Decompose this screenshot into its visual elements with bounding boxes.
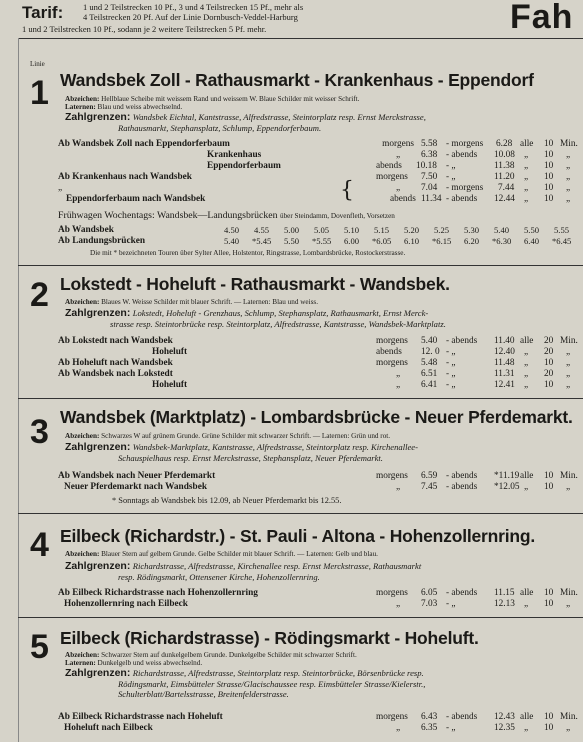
zahlgrenzen-label: Zahlgrenzen: bbox=[65, 307, 131, 319]
fruhwagen-time: *6.15 bbox=[432, 236, 452, 246]
row-period-start: „ bbox=[396, 482, 401, 492]
zahlgrenzen bbox=[65, 561, 421, 573]
abzeichen-label: Abzeichen: bbox=[65, 95, 100, 103]
row-time-end: *12.05 bbox=[494, 482, 520, 492]
row-period-end: - abends bbox=[446, 150, 478, 160]
row-alle: alle bbox=[520, 471, 534, 481]
zahlgrenzen-line-1: Richardstrasse, Alfredstrasse, Steintorplatz resp. Steintorbrücke, Börsenbrücke resp. bbox=[132, 668, 424, 678]
row-route: Ab Wandsbek Zoll nach Eppendorferbaum bbox=[58, 139, 230, 149]
abzeichen-line bbox=[65, 432, 390, 440]
row-route: Ab Eilbeck Richardstrasse nach Hoheluft bbox=[58, 712, 223, 722]
schedule-row bbox=[58, 471, 579, 482]
row-unit: „ bbox=[566, 161, 571, 171]
fruhwagen-time: 6.00 bbox=[344, 236, 360, 246]
linie-label: Linie bbox=[30, 60, 45, 68]
row-time-start: 5.48 bbox=[421, 358, 438, 368]
row-period-start: abends bbox=[376, 161, 402, 171]
row-route: Hoheluft bbox=[152, 347, 188, 357]
row-interval: 10 bbox=[544, 380, 554, 390]
row-period-end: - abends bbox=[446, 482, 478, 492]
schedule-row bbox=[58, 183, 579, 194]
row-period-end: - abends bbox=[446, 712, 478, 722]
row-period-start: „ bbox=[396, 369, 401, 379]
row-unit: „ bbox=[566, 723, 571, 733]
schedule-row bbox=[58, 150, 579, 161]
row-unit: Min. bbox=[560, 712, 578, 722]
row-unit: „ bbox=[566, 482, 571, 492]
row-alle: „ bbox=[524, 482, 529, 492]
row-period-start: „ bbox=[396, 183, 401, 193]
row-time-start: 5.40 bbox=[421, 336, 438, 346]
row-alle: „ bbox=[524, 150, 529, 160]
fruhwagen-via: über Steindamm, Dovenfleth, Vorsetzen bbox=[279, 212, 395, 220]
zahlgrenzen-line-2: Rödingsmarkt, Eimsbütteler Strasse/Glacischaussee resp. Eimsbütteler Strasse/Kielerstr., bbox=[118, 679, 426, 689]
abzeichen-text: Blauer Stern auf gelbem Grunde. Gelbe Schilder mit blauer Schrift. — Laternen: Gelb und blau. bbox=[101, 550, 378, 558]
row-route: Ab Wandsbek nach Neuer Pferdemarkt bbox=[58, 471, 216, 481]
row-interval: 10 bbox=[544, 150, 554, 160]
row-interval: 10 bbox=[544, 161, 554, 171]
route-number: 4 bbox=[30, 526, 49, 564]
row-time-start: 6.05 bbox=[421, 588, 438, 598]
fruhwagen-heading bbox=[58, 210, 395, 221]
abzeichen-label: Abzeichen: bbox=[65, 550, 100, 558]
zahlgrenzen-line-2: resp. Rödingsmarkt, Ottensener Kirche, Hohenzollernring. bbox=[118, 572, 320, 582]
route-number: 1 bbox=[30, 74, 49, 112]
row-period-end: - morgens bbox=[446, 139, 484, 149]
fruhwagen-time: 5.50 bbox=[284, 236, 300, 246]
route-3 bbox=[18, 399, 583, 511]
row-period-start: „ bbox=[396, 150, 401, 160]
row-time-end: 11.20 bbox=[494, 172, 515, 182]
laternen-line bbox=[65, 103, 182, 111]
route-5 bbox=[18, 618, 583, 742]
schedule-row bbox=[58, 139, 579, 150]
fruhwagen-time: 5.10 bbox=[344, 225, 360, 235]
fruhwagen-time: *5.55 bbox=[312, 236, 332, 246]
fruhwagen-text: Frühwagen Wochentags: Wandsbek—Landungsbrücken bbox=[58, 210, 278, 221]
zahlgrenzen bbox=[65, 668, 424, 680]
fruhwagen-time: 5.25 bbox=[434, 225, 450, 235]
row-time-end: 12.13 bbox=[494, 599, 515, 609]
row-alle: „ bbox=[524, 161, 529, 171]
row-period-end: - abends bbox=[446, 194, 478, 204]
schedule-row bbox=[58, 347, 579, 358]
row-time-end: 12.41 bbox=[494, 380, 515, 390]
row-alle: „ bbox=[524, 599, 529, 609]
route-title: Lokstedt - Hoheluft - Rathausmarkt - Wandsbek. bbox=[60, 274, 450, 294]
fruhwagen-time: *6.30 bbox=[492, 236, 512, 246]
row-interval: 10 bbox=[544, 723, 554, 733]
row-route: Ab Eilbeck Richardstrasse nach Hohenzollernring bbox=[58, 588, 258, 598]
row-period-start: morgens bbox=[376, 336, 408, 346]
row-interval: 10 bbox=[544, 183, 554, 193]
zahlgrenzen bbox=[65, 112, 426, 124]
row-interval: 10 bbox=[544, 358, 554, 368]
row-time-start: 11.34 bbox=[421, 194, 442, 204]
route-number: 5 bbox=[30, 628, 49, 666]
tarif-label: Tarif: bbox=[22, 3, 64, 22]
row-time-start: 7.45 bbox=[421, 482, 438, 492]
zahlgrenzen-line-2: Rathausmarkt, Stephansplatz, Schlump, Eppendorferbaum. bbox=[118, 123, 322, 133]
row-period-start: „ bbox=[396, 723, 401, 733]
sonntag-note: * Sonntags ab Wandsbek bis 12.09, ab Neuer Pferdemarkt bis 12.55. bbox=[112, 496, 342, 505]
fruhwagen-footnote: Die mit * bezeichneten Touren über Sylter Allee, Holstentor, Ringstrasse, Lombardsbrücke, Rostockerstrasse. bbox=[90, 249, 406, 257]
tarif-line-1: 1 und 2 Teilstrecken 10 Pf., 3 und 4 Teilstrecken 15 Pf., mehr als bbox=[83, 2, 304, 12]
row-time-end: 12.35 bbox=[494, 723, 515, 733]
fruhwagen-time: 4.55 bbox=[254, 225, 270, 235]
row-unit: „ bbox=[566, 380, 571, 390]
row-unit: „ bbox=[566, 599, 571, 609]
abzeichen-line bbox=[65, 95, 359, 103]
fruhwagen-time: 5.40 bbox=[494, 225, 510, 235]
page-heading: Fah bbox=[510, 0, 574, 36]
row-period-end: - „ bbox=[446, 358, 456, 368]
row-unit: Min. bbox=[560, 139, 578, 149]
row-time-start: 7.50 bbox=[421, 172, 438, 182]
laternen-line bbox=[65, 659, 202, 667]
row-time-end: 12.40 bbox=[494, 347, 515, 357]
row-unit: Min. bbox=[560, 336, 578, 346]
row-time-end: 12.43 bbox=[494, 712, 515, 722]
fruhwagen-time: 5.40 bbox=[224, 236, 240, 246]
row-period-start: morgens bbox=[376, 588, 408, 598]
row-interval: 10 bbox=[544, 588, 554, 598]
fruhwagen-time: 5.30 bbox=[464, 225, 480, 235]
abzeichen-text: Schwarzes W auf grünem Grunde. Grüne Schilder mit schwarzer Schrift. — Laternen: Grün und rot. bbox=[101, 432, 391, 440]
row-time-end: 11.31 bbox=[494, 369, 515, 379]
zahlgrenzen-line-1: Lokstedt, Hoheluft - Grenzhaus, Schlump, Stephansplatz, Rathausmarkt, Ernst Merck- bbox=[132, 308, 429, 318]
row-time-end: 12.44 bbox=[494, 194, 515, 204]
row-time-start: 6.43 bbox=[421, 712, 438, 722]
row-period-start: morgens bbox=[376, 358, 408, 368]
row-route: Hoheluft bbox=[152, 380, 188, 390]
zahlgrenzen-label: Zahlgrenzen: bbox=[65, 441, 131, 453]
row-time-start: 6.38 bbox=[421, 150, 438, 160]
row-alle: alle bbox=[520, 139, 534, 149]
row-period-end: - „ bbox=[446, 723, 456, 733]
row-period-end: - „ bbox=[446, 172, 456, 182]
route-1 bbox=[18, 64, 583, 262]
row-time-end: 11.38 bbox=[494, 161, 515, 171]
route-number: 2 bbox=[30, 276, 49, 314]
row-alle: „ bbox=[524, 723, 529, 733]
abzeichen-line bbox=[65, 651, 357, 659]
row-route: Eppendorferbaum bbox=[207, 161, 281, 171]
row-period-end: - morgens bbox=[446, 183, 484, 193]
tarif-line-3: 1 und 2 Teilstrecken 10 Pf., sodann je 2 weitere Teilstrecken 5 Pf. mehr. bbox=[22, 24, 267, 34]
schedule-row bbox=[58, 172, 579, 183]
fruhwagen-time: *6.05 bbox=[372, 236, 392, 246]
row-period-start: morgens bbox=[382, 139, 414, 149]
row-route: Ab Krankenhaus nach Wandsbek bbox=[58, 172, 192, 182]
schedule-row bbox=[58, 336, 579, 347]
schedule-row bbox=[58, 712, 579, 723]
row-route: „ bbox=[58, 183, 63, 193]
row-time-end: 11.15 bbox=[494, 588, 515, 598]
zahlgrenzen-label: Zahlgrenzen: bbox=[65, 111, 131, 123]
row-time-end: 7.44 bbox=[498, 183, 515, 193]
schedule-row bbox=[58, 723, 579, 734]
fruhwagen-time: 5.20 bbox=[404, 225, 420, 235]
row-time-start: 12. 0 bbox=[421, 347, 440, 357]
schedule-row bbox=[58, 358, 579, 369]
zahlgrenzen-label: Zahlgrenzen: bbox=[65, 667, 131, 679]
fruhwagen-time: 6.20 bbox=[464, 236, 480, 246]
row-alle: „ bbox=[524, 172, 529, 182]
row-route: Krankenhaus bbox=[207, 150, 262, 160]
route-title: Eilbeck (Richardstr.) - St. Pauli - Altona - Hohenzollernring. bbox=[60, 526, 536, 546]
zahlgrenzen-line-2: strasse resp. Steintorbrücke resp. Steintorplatz, Alfredstrasse, Kantstrasse, Wandsbek-Marktplatz. bbox=[110, 319, 446, 329]
schedule-row bbox=[58, 599, 579, 610]
fruhwagen-time: 5.55 bbox=[554, 225, 570, 235]
row-alle: alle bbox=[520, 588, 534, 598]
row-alle: „ bbox=[524, 358, 529, 368]
abzeichen-text: Hellblaue Scheibe mit weissem Rand und weissem W. Blaue Schilder mit weisser Schrift. bbox=[101, 95, 360, 103]
schedule-row bbox=[58, 369, 579, 380]
row-time-start: 6.41 bbox=[421, 380, 438, 390]
row-time-start: 6.35 bbox=[421, 723, 438, 733]
zahlgrenzen-label: Zahlgrenzen: bbox=[65, 560, 131, 572]
zahlgrenzen-line-1: Richardstrasse, Alfredstrasse, Kirchenallee resp. Ernst Merckstrasse, Rathausmarkt bbox=[132, 561, 422, 571]
fruhwagen-time: 5.50 bbox=[524, 225, 540, 235]
row-period-start: „ bbox=[396, 599, 401, 609]
fruhwagen-time: 4.50 bbox=[224, 225, 240, 235]
row-unit: „ bbox=[566, 172, 571, 182]
row-time-start: 6.51 bbox=[421, 369, 438, 379]
fruhwagen-row-label: Ab Landungsbrücken bbox=[58, 236, 146, 246]
route-2 bbox=[18, 266, 583, 396]
laternen-label: Laternen: bbox=[65, 659, 96, 667]
row-period-start: morgens bbox=[376, 172, 408, 182]
brace-icon: { bbox=[340, 178, 354, 203]
row-unit: „ bbox=[566, 183, 571, 193]
fruhwagen-time: 5.15 bbox=[374, 225, 390, 235]
abzeichen-label: Abzeichen: bbox=[65, 298, 100, 306]
row-route: Neuer Pferdemarkt nach Wandsbek bbox=[64, 482, 207, 492]
row-unit: „ bbox=[566, 150, 571, 160]
row-interval: 10 bbox=[544, 599, 554, 609]
tarif-text bbox=[83, 2, 413, 22]
row-alle: „ bbox=[524, 194, 529, 204]
fruhwagen-time: 5.00 bbox=[284, 225, 300, 235]
abzeichen-line bbox=[65, 298, 318, 306]
row-period-end: - abends bbox=[446, 588, 478, 598]
row-route: Hoheluft nach Eilbeck bbox=[64, 723, 153, 733]
row-alle: „ bbox=[524, 369, 529, 379]
row-alle: alle bbox=[520, 712, 534, 722]
row-interval: 10 bbox=[544, 139, 554, 149]
row-alle: „ bbox=[524, 183, 529, 193]
row-period-start: abends bbox=[390, 194, 416, 204]
row-period-start: morgens bbox=[376, 471, 408, 481]
row-route: Eppendorferbaum nach Wandsbek bbox=[66, 194, 206, 204]
row-unit: „ bbox=[566, 347, 571, 357]
row-time-end: 11.48 bbox=[494, 358, 515, 368]
route-title: Wandsbek Zoll - Rathausmarkt - Krankenhaus - Eppendorf bbox=[60, 70, 534, 90]
row-period-start: „ bbox=[396, 380, 401, 390]
fruhwagen-row-label: Ab Wandsbek bbox=[58, 225, 114, 235]
row-time-end: *11.19 bbox=[494, 471, 520, 481]
schedule-row bbox=[58, 588, 579, 599]
zahlgrenzen-line-3: Schulterblatt/Bartelsstrasse, Breitenfelderstrasse. bbox=[118, 689, 289, 699]
fruhwagen-time: 5.05 bbox=[314, 225, 330, 235]
row-period-start: morgens bbox=[376, 712, 408, 722]
row-unit: „ bbox=[566, 369, 571, 379]
laternen-text: Dunkelgelb und weiss abwechselnd. bbox=[97, 659, 203, 667]
row-time-end: 6.28 bbox=[496, 139, 513, 149]
route-4 bbox=[18, 514, 583, 614]
abzeichen-text: Blaues W. Weisse Schilder mit blauer Schrift. — Laternen: Blau und weiss. bbox=[101, 298, 319, 306]
row-interval: 20 bbox=[544, 336, 554, 346]
row-time-start: 7.04 bbox=[421, 183, 438, 193]
row-interval: 10 bbox=[544, 471, 554, 481]
row-interval: 10 bbox=[544, 172, 554, 182]
route-title: Wandsbek (Marktplatz) - Lombardsbrücke - Neuer Pferdemarkt. bbox=[60, 407, 573, 427]
row-route: Ab Lokstedt nach Wandsbek bbox=[58, 336, 173, 346]
zahlgrenzen-line-1: Wandsbek-Marktplatz, Kantstrasse, Alfredstrasse, Steintorplatz resp. Kirchenallee- bbox=[132, 442, 418, 452]
laternen-text: Blau und weiss abwechselnd. bbox=[97, 103, 183, 111]
row-time-start: 10.18 bbox=[416, 161, 437, 171]
route-title: Eilbeck (Richardstrasse) - Rödingsmarkt - Hoheluft. bbox=[60, 628, 479, 648]
row-unit: „ bbox=[566, 358, 571, 368]
zahlgrenzen bbox=[65, 308, 428, 320]
row-route: Ab Wandsbek nach Lokstedt bbox=[58, 369, 173, 379]
row-time-start: 6.59 bbox=[421, 471, 438, 481]
row-period-end: - „ bbox=[446, 161, 456, 171]
row-interval: 20 bbox=[544, 369, 554, 379]
row-period-end: - abends bbox=[446, 471, 478, 481]
row-time-end: 10.08 bbox=[494, 150, 515, 160]
zahlgrenzen-line-2: Schauspielhaus resp. Ernst Merckstrasse, Stephansplatz, Neuer Pferdemarkt. bbox=[118, 453, 383, 463]
schedule-row bbox=[58, 194, 579, 205]
zahlgrenzen bbox=[65, 442, 418, 454]
row-unit: „ bbox=[566, 194, 571, 204]
row-period-end: - „ bbox=[446, 347, 456, 357]
fruhwagen-time: 6.40 bbox=[524, 236, 540, 246]
row-period-end: - abends bbox=[446, 336, 478, 346]
fruhwagen-row-wandsbek bbox=[58, 225, 578, 236]
row-interval: 10 bbox=[544, 482, 554, 492]
row-time-start: 5.58 bbox=[421, 139, 438, 149]
tarif-line-2: 4 Teilstrecken 20 Pf. Auf der Linie Dornbusch-Veddel-Harburg bbox=[83, 12, 298, 22]
schedule-row bbox=[58, 482, 579, 493]
top-divider bbox=[18, 38, 583, 39]
abzeichen-label: Abzeichen: bbox=[65, 651, 100, 659]
schedule-row bbox=[58, 380, 579, 391]
row-route: Hohenzollernring nach Eilbeck bbox=[64, 599, 188, 609]
row-period-end: - „ bbox=[446, 380, 456, 390]
row-interval: 10 bbox=[544, 194, 554, 204]
row-period-end: - „ bbox=[446, 369, 456, 379]
fruhwagen-time: *5.45 bbox=[252, 236, 272, 246]
fruhwagen-time: *6.45 bbox=[552, 236, 572, 246]
abzeichen-text: Schwarzer Stern auf dunkelgelbem Grunde. Dunkelgelbe Schilder mit schwarzer Schrift. bbox=[101, 651, 357, 659]
row-unit: Min. bbox=[560, 471, 578, 481]
abzeichen-line bbox=[65, 550, 378, 558]
row-interval: 20 bbox=[544, 347, 554, 357]
route-number: 3 bbox=[30, 413, 49, 451]
row-interval: 10 bbox=[544, 712, 554, 722]
row-unit: Min. bbox=[560, 588, 578, 598]
row-time-end: 11.40 bbox=[494, 336, 515, 346]
row-alle: „ bbox=[524, 347, 529, 357]
row-time-start: 7.03 bbox=[421, 599, 438, 609]
abzeichen-label: Abzeichen: bbox=[65, 432, 100, 440]
row-period-start: abends bbox=[376, 347, 402, 357]
row-period-end: - „ bbox=[446, 599, 456, 609]
zahlgrenzen-line-1: Wandsbek Eichtal, Kantstrasse, Alfredstrasse, Steintorplatz resp. Ernst Merckstrasse, bbox=[132, 112, 426, 122]
fruhwagen-time: 6.10 bbox=[404, 236, 420, 246]
row-alle: „ bbox=[524, 380, 529, 390]
schedule-row bbox=[58, 161, 579, 172]
row-alle: alle bbox=[520, 336, 534, 346]
fruhwagen-row-landungsbruecken bbox=[58, 236, 578, 247]
laternen-label: Laternen: bbox=[65, 103, 96, 111]
row-route: Ab Hoheluft nach Wandsbek bbox=[58, 358, 173, 368]
